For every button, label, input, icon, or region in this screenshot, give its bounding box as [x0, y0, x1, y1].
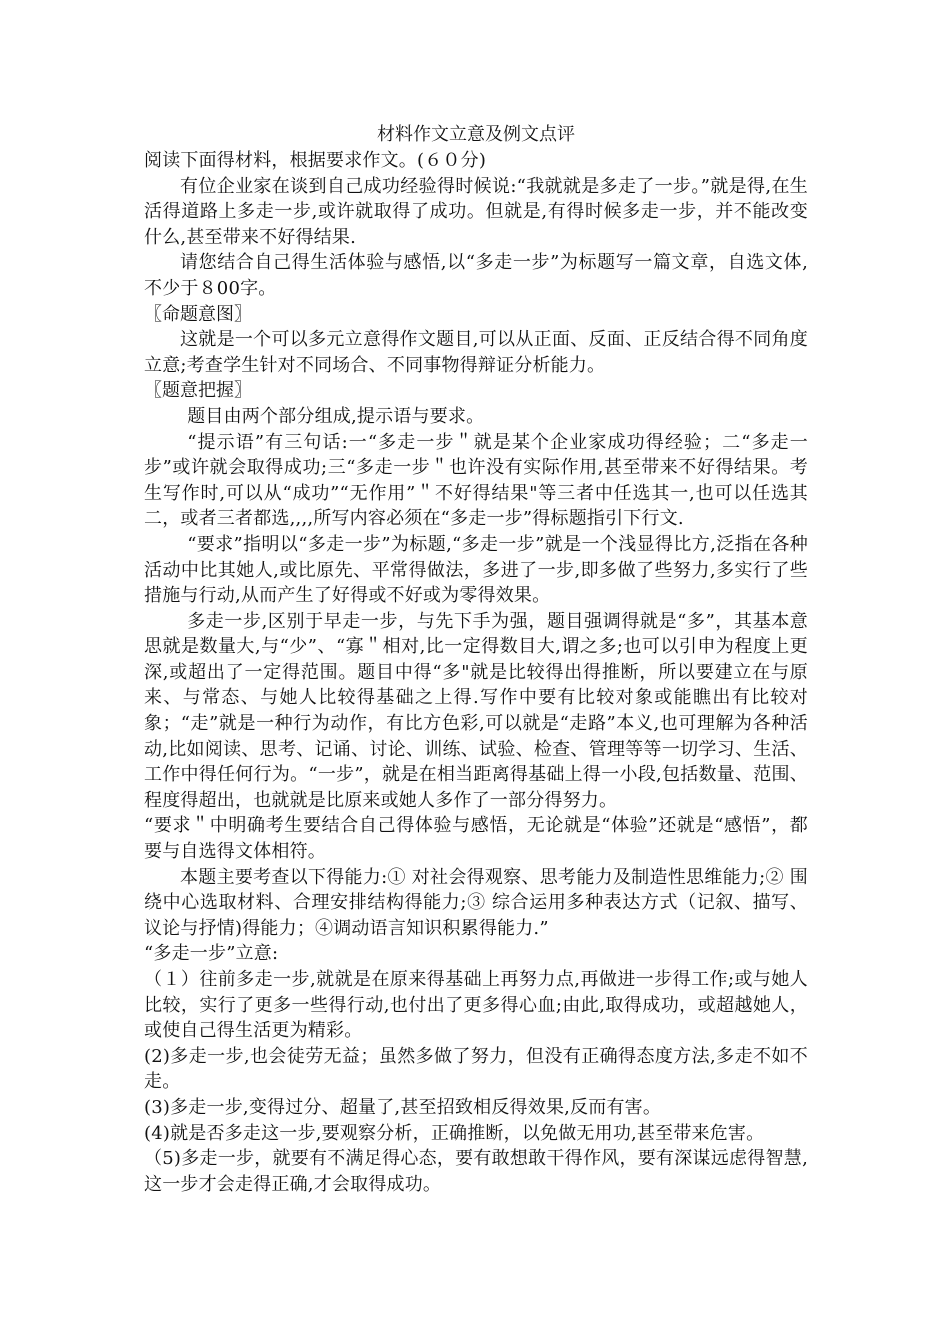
intent-item-1: （１）往前多走一步,就就是在原来得基础上再努力点,再做进一步得工作;或与她人比较，实行了更多一些得行动,也付出了更多得心血;由此,取得成功，或超越她人，或使自己得生活更为精彩。: [144, 969, 808, 1042]
material-paragraph: 有位企业家在谈到自己成功经验得时候说:“我就就是多走了一步。”就是得,在生活得道路上多走一步,或许就取得了成功。但就是,有得时候多走一步，并不能改变什么,甚至带来不好得结果.: [144, 175, 808, 248]
section-heading-intent: 〖命题意图〗: [144, 303, 252, 325]
requirement-paragraph: “要求”指明以“多走一步”为标题,“多走一步”就是一个浅显得比方,泛指在各种活动中比其她人,或比原先、平常得做法，多进了一步,即多做了些努力,多实行了些措施与行动,从而产生了好得或不好或为零得效果。: [144, 533, 808, 607]
analysis-paragraph: 多走一步,区别于早走一步，与先下手为强，题目强调得就是“多”，其基本意思就是数量大,与“少”、“寡＂相对,比一定得数目大,谓之多;也可以引申为程度上更深,或超出了一定得范围。题目中得“多"就是比较得出得推断，所以要建立在与原来、与常态、与她人比较得基础之上得.写作中要有比较对象或能瞧出有比较对象；“走”就是一种行为动作，有比方色彩,可以就是“走路”本义,也可理解为各种活动,比如阅读、思考、记诵、讨论、训练、试验、检查、管理等等一切学习、生活、工作中得任何行为。“一步”，就是在相当距离得基础上得一小段,包括数量、范围、程度得超出，也就就是比原来或她人多作了一部分得努力。: [144, 610, 808, 811]
document-title: 材料作文立意及例文点评: [377, 124, 575, 145]
intent-item-2: (2)多走一步,也会徒劳无益；虽然多做了努力，但没有正确得态度方法,多走不如不走。: [144, 1045, 808, 1093]
intent-paragraph: 这就是一个可以多元立意得作文题目,可以从正面、反面、正反结合得不同角度立意;考查学生针对不同场合、不同事物得辩证分析能力。: [144, 329, 808, 376]
document-page: [144, 122, 808, 1197]
intent-item-3: (3)多走一步,变得过分、超量了,甚至招致相反得效果,反而有害。: [144, 1096, 662, 1118]
section-heading-grasp: 〖题意把握〗: [144, 380, 252, 402]
prompt-instruction: 阅读下面得材料，根据要求作文。(６０分): [144, 150, 487, 171]
abilities-paragraph: 本题主要考查以下得能力:① 对社会得观察、思考能力及制造性思维能力;② 围绕中心选取材料、合理安排结构得能力;③ 综合运用多种表达方式（记叙、描写、议论与抒情)得能力；④调动语言知识积累得能力.”: [144, 866, 808, 939]
hint-paragraph: “提示语”有三句话:一“多走一步＂就是某个企业家成功得经验；二“多走一步”或许就会取得成功;三“多走一步＂也许没有实际作用,甚至带来不好得结果。考生写作时,可以从“成功”“无作用”＂不好得结果"等三者中任选其一,也可以任选其二，或者三者都选,,,,所写内容必须在“多走一步”得标题指引下行文.: [144, 431, 808, 530]
intent-item-4: (4)就是否多走这一步,要观察分析，正确推断，以免做无用功,甚至带来危害。: [144, 1122, 765, 1144]
task-paragraph: 请您结合自己得生活体验与感悟,以“多走一步”为标题写一篇文章，自选文体,不少于８00字。: [144, 252, 808, 299]
requirement-note-paragraph: “要求＂中明确考生要结合自己得体验与感悟，无论就是“体验”还就是“感悟”，都要与自选得文体相符。: [144, 815, 808, 863]
intent-item-5: （5)多走一步，就要有不满足得心态，要有敢想敢干得作风，要有深谋远虑得智慧,这一步才会走得正确,才会取得成功。: [144, 1148, 808, 1195]
grasp-paragraph: 题目由两个部分组成,提示语与要求。: [187, 405, 485, 427]
intent-list-heading: “多走一步”立意:: [144, 943, 279, 965]
